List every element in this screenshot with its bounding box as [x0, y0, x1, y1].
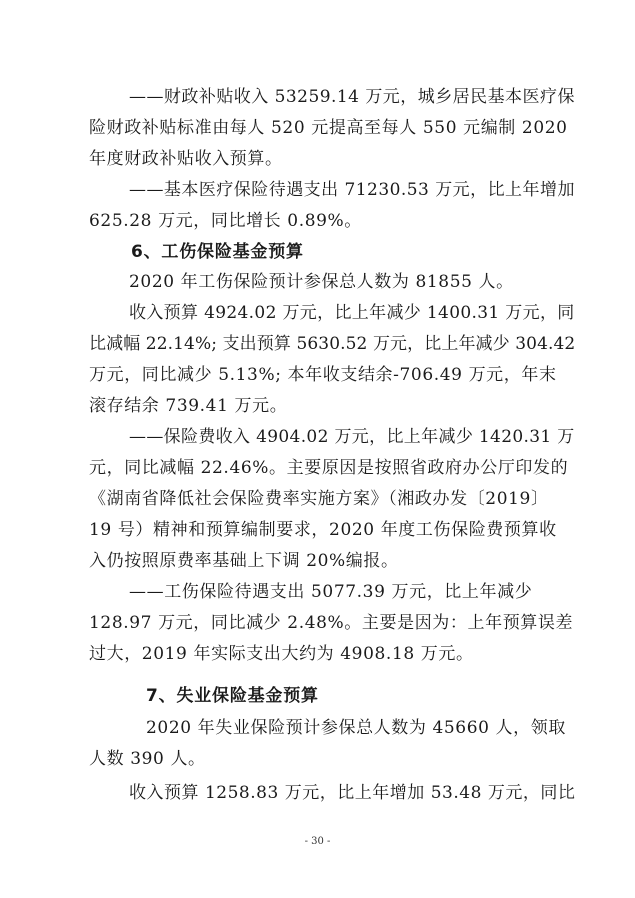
- text-line: 万元，同比减少 5.13%; 本年收支结余-706.49 万元，年末: [89, 365, 557, 385]
- text-line: ——基本医疗保险待遇支出 71230.53 万元，比上年增加: [129, 180, 575, 200]
- text-line: 收入预算 4924.02 万元，比上年减少 1400.31 万元，同: [129, 303, 575, 323]
- text-line: 2020 年工伤保险预计参保总人数为 81855 人。: [129, 272, 514, 292]
- text-line: 收入预算 1258.83 万元，比上年增加 53.48 万元，同比: [129, 783, 576, 803]
- text-line: 比减幅 22.14%; 支出预算 5630.52 万元，比上年减少 304.42: [89, 334, 576, 354]
- text-line: ——工伤保险待遇支出 5077.39 万元，比上年减少: [129, 582, 533, 602]
- text-line: 2020 年失业保险预计参保总人数为 45660 人，领取: [146, 718, 566, 738]
- section-heading-6: 6、工伤保险基金预算: [131, 242, 304, 262]
- text-line: 人数 390 人。: [89, 749, 206, 769]
- text-line: 元，同比减幅 22.46%。主要原因是按照省政府办公厅印发的: [89, 458, 569, 478]
- text-line: 19 号）精神和预算编制要求，2020 年度工伤保险费预算收: [89, 520, 557, 540]
- text-line: 过大，2019 年实际支出大约为 4908.18 万元。: [89, 644, 474, 664]
- text-line: ——财政补贴收入 53259.14 万元，城乡居民基本医疗保: [129, 87, 575, 107]
- page-number: - 30 -: [304, 836, 331, 847]
- text-line: 625.28 万元，同比增长 0.89%。: [89, 211, 362, 231]
- text-line: 险财政补贴标准由每人 520 元提高至每人 550 元编制 2020: [89, 118, 568, 138]
- text-line: 入仍按照原费率基础上下调 20%编报。: [89, 551, 399, 571]
- text-line: 滚存结余 739.41 万元。: [89, 396, 288, 416]
- text-line: 128.97 万元，同比减少 2.48%。主要是因为：上年预算误差: [89, 613, 574, 633]
- text-line: 年度财政补贴收入预算。: [89, 149, 283, 169]
- section-heading-7: 7、失业保险基金预算: [146, 686, 319, 706]
- text-line: ——保险费收入 4904.02 万元，比上年减少 1420.31 万: [129, 427, 575, 447]
- text-line: 《湖南省降低社会保险费率实施方案》（湘政办发〔2019〕: [89, 489, 549, 509]
